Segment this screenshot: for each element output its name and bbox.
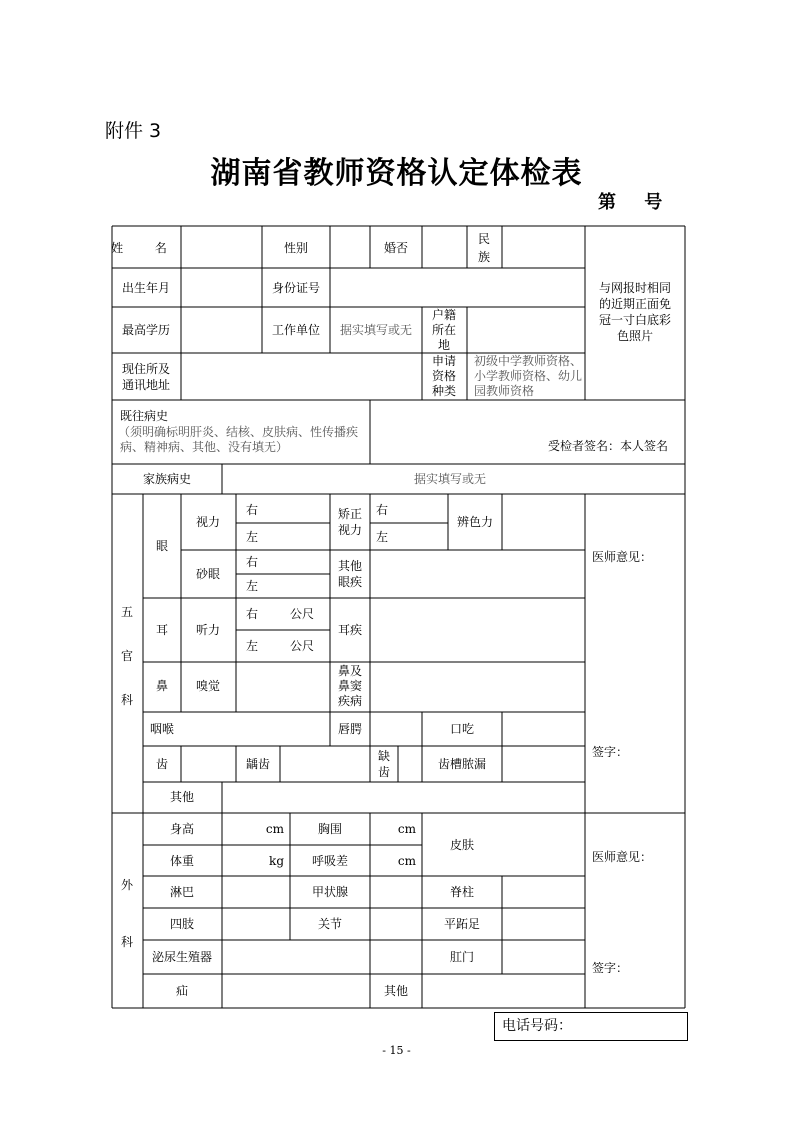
page-title: 湖南省教师资格认定体检表 [210,156,583,191]
missing-tooth-label-1: 缺 [377,749,391,763]
education-label: 最高学历 [121,323,171,337]
trachoma-label: 砂眼 [195,567,221,581]
corrected-left-label: 左 [376,530,389,544]
photo-note-1: 与网报时相同 [598,281,672,295]
ent-section-2: 官 [120,649,134,663]
family-history-value: 据实填写或无 [413,472,487,486]
ent-section-1: 五 [120,605,134,619]
surgery-other-label: 其他 [383,984,409,998]
nose-disease-label-2: 鼻窦 [337,679,363,693]
skin-label: 皮肤 [449,838,475,852]
ethnicity-label-2: 族 [477,250,491,264]
breath-diff-label: 呼吸差 [311,854,349,868]
weight-label: 体重 [169,854,195,868]
lymph-label: 淋巴 [169,885,195,899]
family-history-label: 家族病史 [142,472,192,486]
employer-value: 据实填写或无 [339,323,413,337]
phone-number-box [494,1012,688,1041]
page-number: - 15 - [382,1044,411,1057]
weight-unit: kg [269,854,284,868]
household-label-1: 户籍 [431,308,457,322]
hearing-left-unit: 公尺 [290,639,315,653]
tooth-label: 齿 [155,757,169,771]
other-eye-label-2: 眼疾 [337,575,363,589]
lip-palate-label: 唇腭 [337,722,363,736]
past-history-note-2: 病、精神病、其他、没有填无） [120,440,289,454]
joint-label: 关节 [317,917,343,931]
surgery-doctor-sign-label: 签字： [592,961,629,975]
flatfoot-label: 平跖足 [443,917,481,931]
gender-label: 性别 [283,241,309,255]
chest-unit: cm [397,822,416,836]
examinee-signature-label: 受检者签名：本人签名 [547,439,668,453]
anus-label: 肛门 [449,950,475,964]
thyroid-label: 甲状腺 [311,885,349,899]
photo-note-2: 的近期正面免 [598,297,672,311]
trachoma-right-label: 右 [246,555,259,569]
corrected-right-label: 右 [376,503,389,517]
smell-label: 嗅觉 [195,679,221,693]
other-eye-label-1: 其他 [337,559,363,573]
table-grid [112,226,685,1008]
apply-type-value-2: 小学教师资格、幼儿 [474,369,583,383]
marital-label: 婚否 [383,241,409,255]
corrected-vision-label-1: 矫正 [337,507,363,521]
height-unit: cm [265,822,284,836]
corrected-vision-label-2: 视力 [337,523,363,537]
surgery-section-1: 外 [120,878,134,892]
photo-note-3: 冠一寸白底彩 [598,313,672,327]
spine-label: 脊柱 [449,885,475,899]
pyorrhea-label: 齿槽脓漏 [437,757,487,771]
attachment-label: 附件 3 [105,120,162,142]
address-label-1: 现住所及 [121,362,171,376]
ent-doctor-opinion-label: 医师意见： [592,550,653,564]
apply-type-label-2: 资格 [431,369,457,383]
household-label-2: 所在 [431,323,457,337]
apply-type-value-1: 初级中学教师资格、 [474,354,583,368]
nose-label: 鼻 [155,679,169,693]
name-label: 姓 名 [111,241,181,255]
nose-disease-label-1: 鼻及 [337,664,363,678]
apply-type-value-3: 园教师资格 [474,384,535,398]
vision-left-label: 左 [246,530,259,544]
stutter-label: 口吃 [449,722,475,736]
photo-note-4: 色照片 [616,329,654,343]
height-label: 身高 [169,822,195,836]
past-history-label: 既往病史 [120,409,169,423]
surgery-doctor-opinion-label: 医师意见： [592,850,653,864]
ent-other-label: 其他 [169,790,195,804]
household-label-3: 地 [437,338,451,352]
nose-disease-label-3: 疾病 [337,694,363,708]
vision-label: 视力 [195,515,221,529]
hernia-label: 疝 [175,984,189,998]
id-number-label: 身份证号 [271,281,321,295]
caries-label: 龋齿 [245,757,271,771]
employer-label: 工作单位 [271,323,321,337]
vision-right-label: 右 [246,503,259,517]
missing-tooth-label-2: 齿 [377,765,391,779]
ear-disease-label: 耳疾 [337,623,363,637]
serial-number-label: 第 号 [598,192,663,213]
throat-label: 咽喉 [149,722,175,736]
urogenital-label: 泌尿生殖器 [151,950,213,964]
chest-label: 胸围 [317,822,343,836]
address-label-2: 通讯地址 [121,378,171,392]
limbs-label: 四肢 [169,917,195,931]
hearing-right-label: 右 [246,607,259,621]
ethnicity-label-1: 民 [477,232,491,246]
hearing-right-unit: 公尺 [290,607,315,621]
eye-label: 眼 [155,539,169,553]
ent-doctor-sign-label: 签字： [592,745,629,759]
hearing-label: 听力 [195,623,221,637]
ear-label: 耳 [155,623,169,637]
apply-type-label-3: 种类 [431,384,457,398]
apply-type-label-1: 申请 [431,354,457,368]
trachoma-left-label: 左 [246,579,259,593]
color-vision-label: 辨色力 [456,515,494,529]
surgery-section-2: 科 [120,935,134,949]
ent-section-3: 科 [120,693,134,707]
phone-number-label: 电话号码： [502,1018,572,1034]
hearing-left-label: 左 [246,639,259,653]
birth-label: 出生年月 [121,281,171,295]
past-history-note-1: （须明确标明肝炎、结核、皮肤病、性传播疾 [118,425,359,439]
breath-diff-unit: cm [397,854,416,868]
